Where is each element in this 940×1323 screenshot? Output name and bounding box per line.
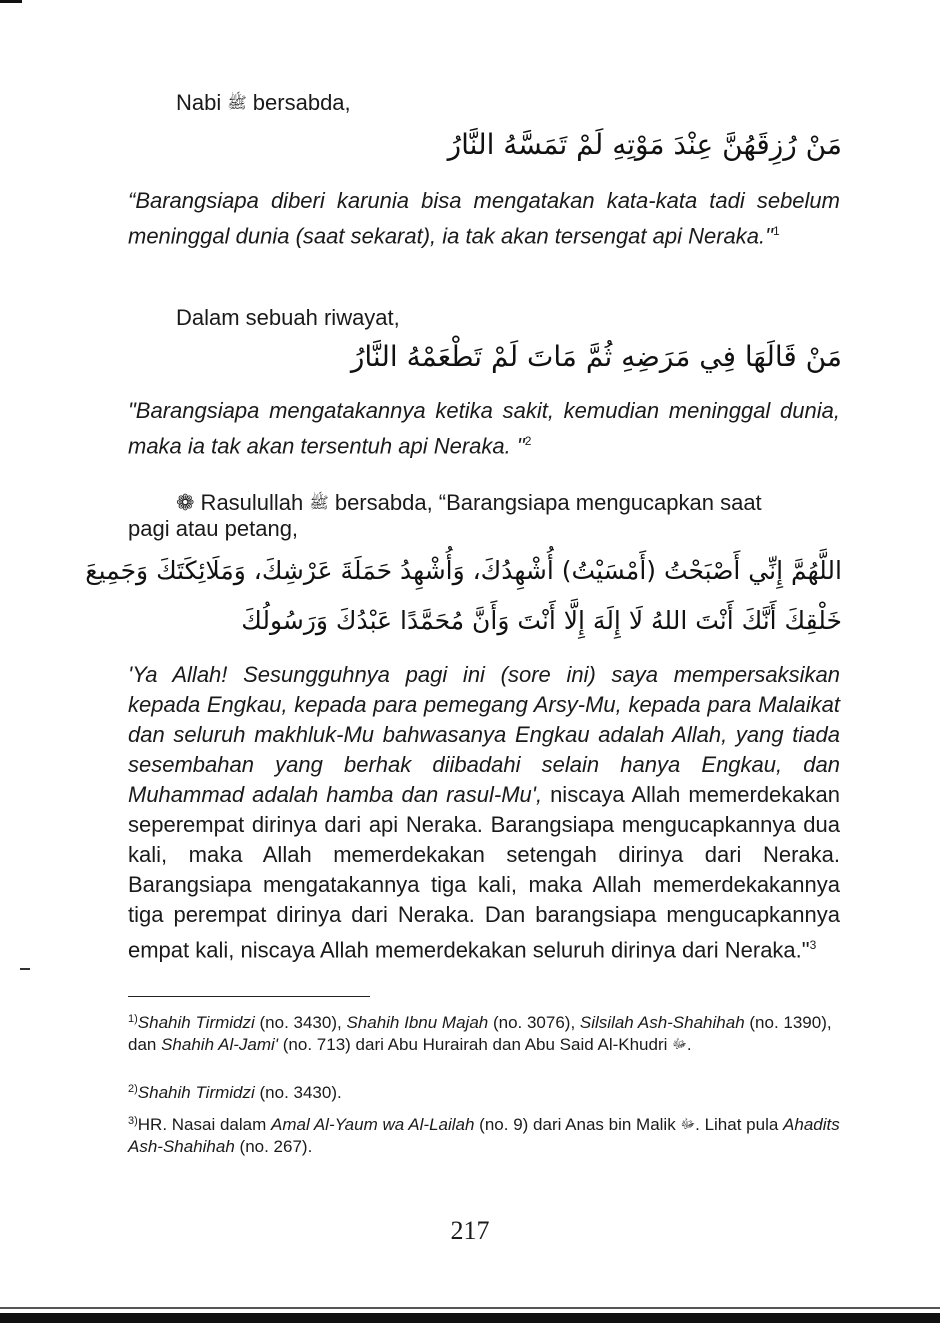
footnote-ref: 1 (772, 224, 780, 238)
translation-text: "Barangsiapa mengatakannya ketika sakit, kemudian meninggal dunia, maka ia tak akan tersentuh api Neraka. " (128, 398, 840, 459)
source-title: Shahih Tirmidzi (137, 1013, 255, 1032)
source-title: Silsilah Ash-Shahihah (579, 1013, 745, 1032)
footnote-number: 1) (128, 1013, 138, 1025)
translation-text: 'Ya Allah! Sesungguhnya pagi ini (sore ini) saya mempersaksikan kepada Engkau, kepada para pemegang Arsy-Mu, kepada para Malaikat dan seluruh makhluk-Mu bahwasanya Engkau adalah Allah, yang tiada sesembahan yang berhak diibadahi selain hanya Engkau, dan Muhammad adalah hamba dan rasul-Mu', (128, 662, 840, 807)
source-title: Amal Al-Yaum wa Al-Lailah (271, 1115, 475, 1134)
footnote-3 (128, 1110, 840, 1158)
arabic-dua-line-1: اللَّهُمَّ إِنِّي أَصْبَحْتُ (أَمْسَيْتُ) أُشْهِدُكَ، وَأُشْهِدُ حَمَلَةَ عَرْشِكَ، وَمَلَائِكَتَكَ وَجَمِيعَ (85, 556, 842, 585)
salawat-symbol: ﷺ (227, 93, 247, 112)
source-title: Shahih Ibnu Majah (346, 1013, 489, 1032)
footnote-text: . (686, 1035, 692, 1054)
intro-text: Rasulullah (194, 490, 310, 515)
hadith-intro-3 (176, 490, 762, 516)
intro-text: bersabda, “Barangsiapa mengucapkan saat (328, 490, 762, 515)
arabic-dua-line-2: خَلْقِكَ أَنَّكَ أَنْتَ اللهُ لَا إِلَهَ إِلَّا أَنْتَ وَأَنَّ مُحَمَّدًا عَبْدُكَ وَرَسُولُكَ (241, 606, 842, 635)
radhiallahu-symbol: ﷻ (672, 1037, 687, 1052)
footnote-divider (128, 996, 370, 997)
footnote-text: (no. 713) dari Abu Hurairah dan Abu Said Al-Khudri (278, 1035, 673, 1054)
footnote-text: (no. 3430). (254, 1083, 342, 1102)
source-title: Shahih Tirmidzi (137, 1083, 255, 1102)
footnote-ref: 2 (524, 434, 532, 448)
footnote-text: (no. 9) dari Anas bin Malik (474, 1115, 681, 1134)
hadith-intro-3-cont: pagi atau petang, (128, 516, 299, 541)
footnote-text: HR. Nasai dalam (137, 1115, 271, 1134)
salawat-symbol: ﷺ (309, 493, 329, 512)
footnote-number: 3) (128, 1115, 138, 1127)
scan-edge-mark (20, 968, 30, 970)
intro-text: bersabda, (246, 90, 351, 115)
translation-text: niscaya Allah memerdekakan seperempat dirinya dari api Neraka. Barangsiapa mengucapkannya dua kali, maka Allah memerdekakan setengah dirinya dari Neraka. Barangsiapa mengatakannya tiga kali, maka Allah memerdekakannya tiga perempat dirinya dari Neraka. Dan barangsiapa mengucapkannya empat kali, niscaya Allah memerdekakan seluruh dirinya dari Neraka." (128, 782, 840, 963)
arabic-text-2: مَنْ قَالَهَا فِي مَرَضِهِ ثُمَّ مَاتَ لَمْ تَطْعَمْهُ النَّارُ (350, 340, 842, 373)
footnote-text: . Lihat pula (695, 1115, 784, 1134)
footnote-text: (no. 1390), dan (128, 1013, 832, 1054)
scan-corner-mark (0, 0, 22, 3)
radhiallahu-symbol: ﷻ (680, 1117, 696, 1132)
translation-2 (128, 396, 840, 461)
hadith-intro-1 (176, 90, 351, 116)
footnote-1 (128, 1008, 840, 1056)
translation-text: “Barangsiapa diberi karunia bisa mengatakan kata-kata tadi sebelum meninggal dunia (saat sekarat), ia tak akan tersengat api Neraka." (128, 188, 840, 249)
footnote-text: (no. 3076), (488, 1013, 580, 1032)
source-title: Shahih Al-Jami' (161, 1035, 279, 1054)
arabic-text-1: مَنْ رُزِقَهُنَّ عِنْدَ مَوْتِهِ لَمْ تَمَسَّهُ النَّارُ (447, 128, 842, 161)
scan-bottom-border (0, 1313, 940, 1323)
page-number: 217 (450, 1216, 490, 1245)
footnote-text: (no. 3430), (254, 1013, 347, 1032)
intro-text: Nabi (176, 90, 228, 115)
footnote-number: 2) (128, 1083, 138, 1095)
source-title: Ahadits Ash-Shahihah (128, 1115, 840, 1156)
translation-1 (128, 186, 840, 251)
hadith-intro-2: Dalam sebuah riwayat, (176, 305, 400, 330)
footnote-ref: 3 (809, 938, 817, 952)
footnote-2 (128, 1078, 840, 1104)
translation-3 (128, 660, 840, 965)
footnote-text: (no. 267). (234, 1137, 313, 1156)
flower-icon: ❁ (176, 490, 195, 515)
scan-bottom-edge (0, 1307, 940, 1309)
